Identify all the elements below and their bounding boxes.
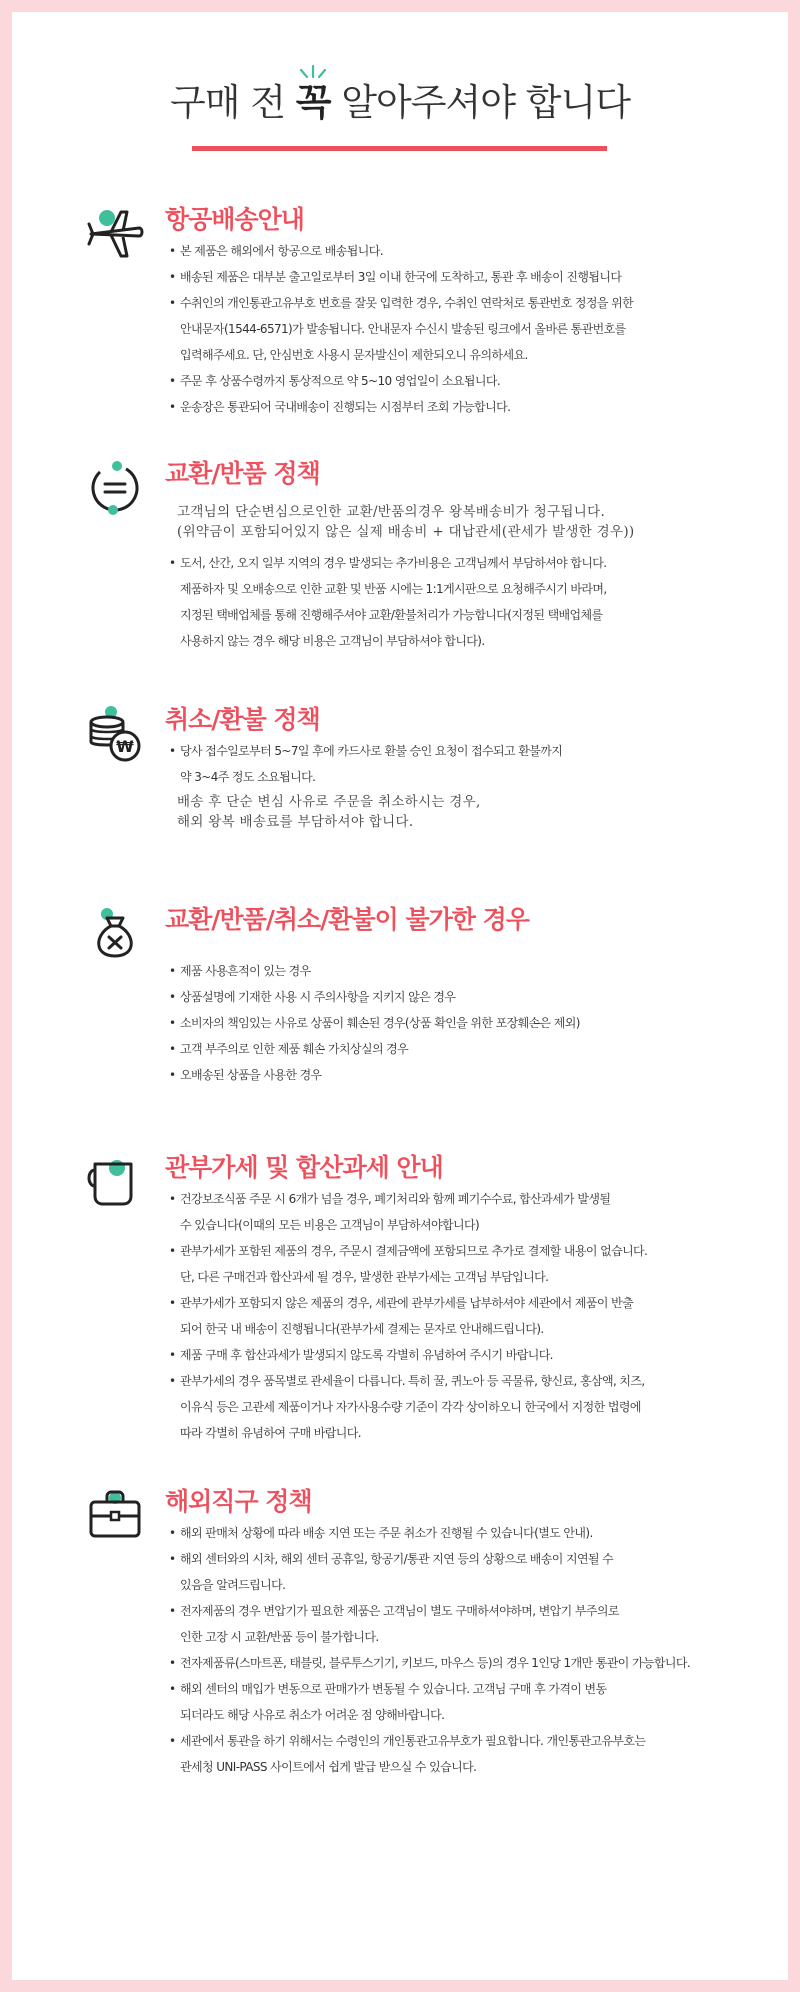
- page-title-emphasis: [296, 81, 331, 124]
- list-item: • 해외 판매처 상황에 따라 배송 지연 또는 주문 취소가 진행될 수 있습니다(별도 안내).: [169, 1520, 749, 1546]
- section-title: 교환/반품/취소/환불이 불가한 경우: [165, 905, 529, 934]
- section-title: 교환/반품 정책: [165, 459, 320, 488]
- list-item: • 고객 부주의로 인한 제품 훼손 가치상실의 경우: [169, 1036, 749, 1062]
- list-item: • 당사 접수일로부터 5~7일 후에 카드사로 환불 승인 요청이 접수되고 환불까지 약 3~4주 정도 소요됩니다.: [169, 738, 749, 790]
- return-fee-note: 고객님의 단순변심으로인한 교환/반품의경우 왕복배송비가 청구됩니다. (위약금이 포함되어있지 않은 실제 배송비 + 대납관세(관세가 발생한 경우)): [177, 504, 635, 540]
- list-item: • 전자제품류(스마트폰, 태블릿, 블루투스기기, 키보드, 마우스 등)의 경우 1인당 1개만 통관이 가능합니다.: [169, 1650, 749, 1676]
- item-list: [169, 958, 749, 1088]
- sparkle-icon: [298, 65, 328, 81]
- list-item: • 관부가세가 포함된 제품의 경우, 주문시 결제금액에 포함되므로 추가로 결제할 내용이 없습니다. 단, 다른 구매건과 합산과세 될 경우, 발생한 관부가세는 고객님 부담입니다.: [169, 1238, 749, 1290]
- list-item: • 건강보조식품 주문 시 6개가 넘을 경우, 폐기처리와 함께 폐기수수료, 합산과세가 발생될 수 있습니다(이때의 모든 비용은 고객님이 부담하셔야합니다): [169, 1186, 749, 1238]
- title-underline: [192, 146, 607, 151]
- airplane-icon: [85, 204, 145, 264]
- list-item: • 도서, 산간, 오지 일부 지역의 경우 발생되는 추가비용은 고객님께서 부담하셔야 합니다. 제품하자 및 오배송으로 인한 교환 및 반품 시에는 1:1게시판으로 요청해주시기 바라며, 지정된 택배업체를 통해 진행해주셔야 교환/환불처리가 가능합니다(지정된 택배업체를 사용하지 않는 경우 해당 비용은 고객님이 부담하셔야 합니다).: [169, 550, 749, 654]
- list-item: • 세관에서 통관을 하기 위해서는 수령인의 개인통관고유부호가 필요합니다. 개인통관고유부호는 관세청 UNI-PASS 사이트에서 쉽게 발급 받으실 수 있습니다.: [169, 1728, 749, 1780]
- item-list: [169, 238, 749, 420]
- item-list: [169, 1186, 749, 1446]
- list-item: • 제품 사용흔적이 있는 경우: [169, 958, 749, 984]
- list-item: • 상품설명에 기재한 사용 시 주의사항을 지키지 않은 경우: [169, 984, 749, 1010]
- list-item: • 관부가세의 경우 품목별로 관세율이 다릅니다. 특히 꿀, 퀴노아 등 곡물류, 향신료, 홍삼액, 치즈, 이유식 등은 고관세 제품이거나 자가사용수량 기준이 각각 상이하오니 한국에서 지정한 법령에 따라 각별히 유념하여 구매 바랍니다.: [169, 1368, 749, 1446]
- list-item: • 해외 센터와의 시차, 해외 센터 공휴일, 항공기/통관 지연 등의 상황으로 배송이 지연될 수 있음을 알려드립니다.: [169, 1546, 749, 1598]
- list-item: • 해외 센터의 매입가 변동으로 판매가가 변동될 수 있습니다. 고객님 구매 후 가격이 변동 되더라도 해당 사유로 취소가 어려운 점 양해바랍니다.: [169, 1676, 749, 1728]
- list-item: • 본 제품은 해외에서 항공으로 배송됩니다.: [169, 238, 749, 264]
- list-item: • 소비자의 책임있는 사유로 상품이 훼손된 경우(상품 확인을 위한 포장훼손은 제외): [169, 1010, 749, 1036]
- list-item: • 전자제품의 경우 변압기가 필요한 제품은 고객님이 별도 구매하셔야하며, 변압기 부주의로 인한 고장 시 교환/반품 등이 불가합니다.: [169, 1598, 749, 1650]
- notice-card: [12, 12, 788, 1980]
- item-list: [169, 550, 749, 654]
- page-title-suffix: 알아주셔야 합니다: [330, 81, 630, 124]
- list-item: • 수취인의 개인통관고유부호 번호를 잘못 입력한 경우, 수취인 연락처로 통관번호 정정을 위한 안내문자(1544-6571)가 발송됩니다. 안내문자 수신시 발송된 링크에서 올바른 통관번호를 입력해주세요. 단, 안심번호 사용시 문자발신이 제한되오니 유의하세요.: [169, 290, 749, 368]
- section-title: 관부가세 및 합산과세 안내: [165, 1153, 443, 1182]
- briefcase-icon: [85, 1486, 145, 1546]
- item-list: [169, 1520, 749, 1780]
- exchange-icon: [85, 458, 145, 518]
- item-list: [169, 738, 749, 790]
- list-item: • 주문 후 상품수령까지 통상적으로 약 5~10 영업일이 소요됩니다.: [169, 368, 749, 394]
- mug-icon: [85, 1152, 145, 1212]
- list-item: • 제품 구매 후 합산과세가 발생되지 않도록 각별히 유념하여 주시기 바랍니다.: [169, 1342, 749, 1368]
- list-item: • 배송된 제품은 대부분 출고일로부터 3일 이내 한국에 도착하고, 통관 후 배송이 진행됩니다: [169, 264, 749, 290]
- page-title-emphasis-text: 꼭: [295, 81, 331, 124]
- coins-icon: [85, 704, 145, 764]
- list-item: • 오배송된 상품을 사용한 경우: [169, 1062, 749, 1088]
- section-title: 항공배송안내: [165, 205, 304, 234]
- page-title: [160, 72, 640, 138]
- list-item: • 운송장은 통관되어 국내배송이 진행되는 시점부터 조회 가능합니다.: [169, 394, 749, 420]
- svg-text:₩: ₩: [116, 737, 134, 756]
- section-title: 해외직구 정책: [165, 1487, 312, 1516]
- money-bag-x-icon: [85, 904, 145, 964]
- list-item: • 관부가세가 포함되지 않은 제품의 경우, 세관에 관부가세를 납부하셔야 세관에서 제품이 반출 되어 한국 내 배송이 진행됩니다(관부가세 결제는 문자로 안내해드립니다).: [169, 1290, 749, 1342]
- section-title: 취소/환불 정책: [165, 705, 320, 734]
- page-title-area: [12, 72, 788, 138]
- cancel-fee-note: 배송 후 단순 변심 사유로 주문을 취소하시는 경우, 해외 왕복 배송료를 부담하셔야 합니다.: [177, 794, 481, 830]
- page-title-prefix: 구매 전: [170, 81, 296, 124]
